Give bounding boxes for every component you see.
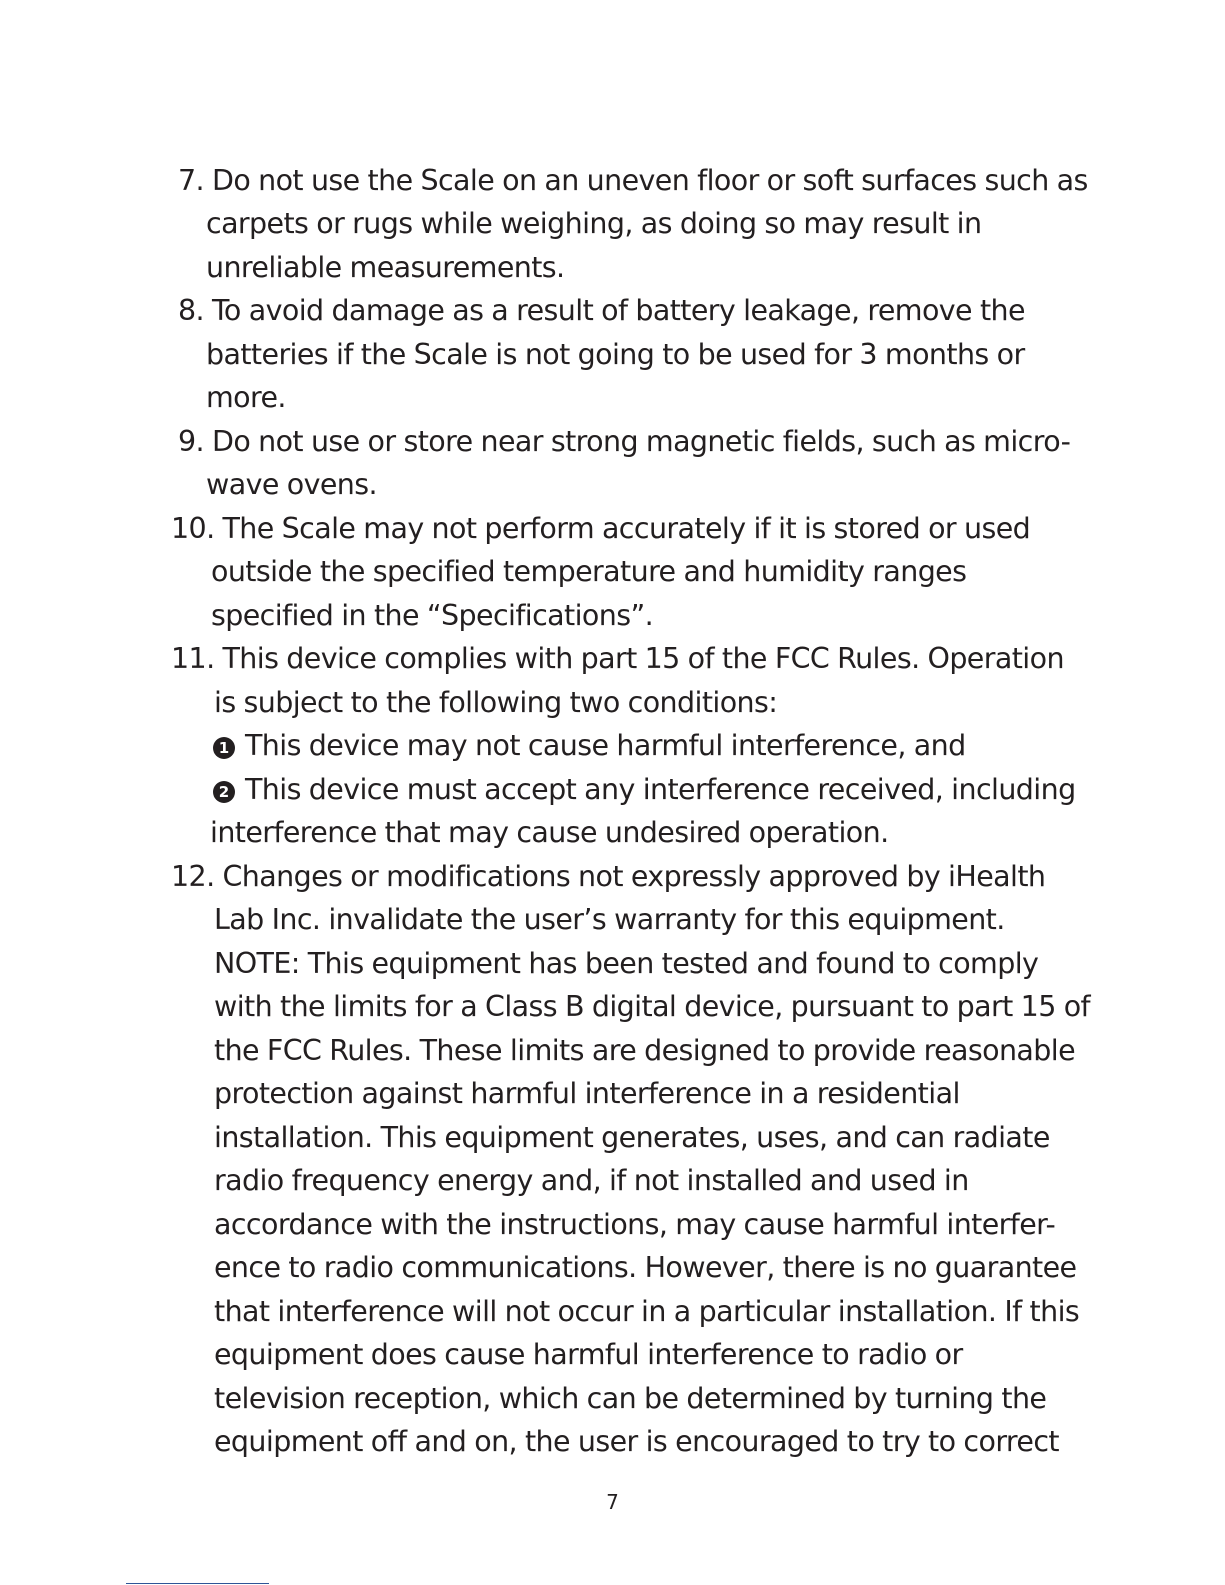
item-line: The Scale may not perform accurately if it is stored or used xyxy=(222,512,1031,545)
list-item-8 xyxy=(178,293,1025,329)
item-line: Lab Inc. invalidate the user’s warranty for this equipment. xyxy=(214,903,1005,936)
item-line: equipment off and on, the user is encouraged to try to correct xyxy=(214,1425,1060,1458)
footer-rule xyxy=(126,1583,269,1584)
item-number: 7. xyxy=(178,164,204,197)
list-item-12 xyxy=(171,859,1045,895)
list-item-9 xyxy=(178,424,1070,460)
circled-number-2-icon: 2 xyxy=(213,781,235,803)
circled-number-1-icon: 1 xyxy=(213,737,235,759)
item-line: protection against harmful interference in a residential xyxy=(214,1077,960,1110)
item-line: radio frequency energy and, if not installed and used in xyxy=(214,1164,969,1197)
list-item-11 xyxy=(171,641,1064,677)
item-line: Changes or modifications not expressly approved by iHealth xyxy=(222,860,1046,893)
item-line: wave ovens. xyxy=(206,468,377,501)
list-item-10 xyxy=(171,511,1030,547)
item-line: ence to radio communications. However, there is no guarantee xyxy=(214,1251,1077,1284)
item-line: unreliable measurements. xyxy=(206,251,565,284)
condition-line: This device must accept any interference received, including xyxy=(245,773,1076,806)
condition-2 xyxy=(213,772,1076,808)
item-line: accordance with the instructions, may cause harmful interfer- xyxy=(214,1208,1056,1241)
item-line: carpets or rugs while weighing, as doing so may result in xyxy=(206,207,982,240)
item-line: equipment does cause harmful interference to radio or xyxy=(214,1338,963,1371)
condition-line: This device may not cause harmful interference, and xyxy=(245,729,966,762)
item-line: specified in the “Specifications”. xyxy=(211,599,654,632)
item-line: that interference will not occur in a particular installation. If this xyxy=(214,1295,1080,1328)
item-line: This device complies with part 15 of the FCC Rules. Operation xyxy=(222,642,1064,675)
item-line: batteries if the Scale is not going to be used for 3 months or xyxy=(206,338,1025,371)
item-line: NOTE: This equipment has been tested and found to comply xyxy=(214,947,1039,980)
item-line: is subject to the following two conditions: xyxy=(214,686,778,719)
item-line: the FCC Rules. These limits are designed to provide reasonable xyxy=(214,1034,1076,1067)
item-number: 9. xyxy=(178,425,204,458)
item-number: 8. xyxy=(178,294,204,327)
item-number: 10. xyxy=(171,512,215,545)
item-line: television reception, which can be determined by turning the xyxy=(214,1382,1047,1415)
item-line: Do not use the Scale on an uneven floor or soft surfaces such as xyxy=(211,164,1088,197)
item-line: To avoid damage as a result of battery leakage, remove the xyxy=(211,294,1025,327)
item-number: 12. xyxy=(171,860,215,893)
item-line: with the limits for a Class B digital device, pursuant to part 15 of xyxy=(214,990,1090,1023)
item-line: more. xyxy=(206,381,286,414)
item-number: 11. xyxy=(171,642,215,675)
item-line: Do not use or store near strong magnetic fields, such as micro- xyxy=(211,425,1071,458)
list-item-7 xyxy=(178,163,1088,199)
item-line: outside the specified temperature and humidity ranges xyxy=(211,555,967,588)
condition-line: interference that may cause undesired operation. xyxy=(210,816,889,849)
item-line: installation. This equipment generates, uses, and can radiate xyxy=(214,1121,1050,1154)
condition-1 xyxy=(213,728,966,764)
page-number: 7 xyxy=(606,1490,619,1514)
